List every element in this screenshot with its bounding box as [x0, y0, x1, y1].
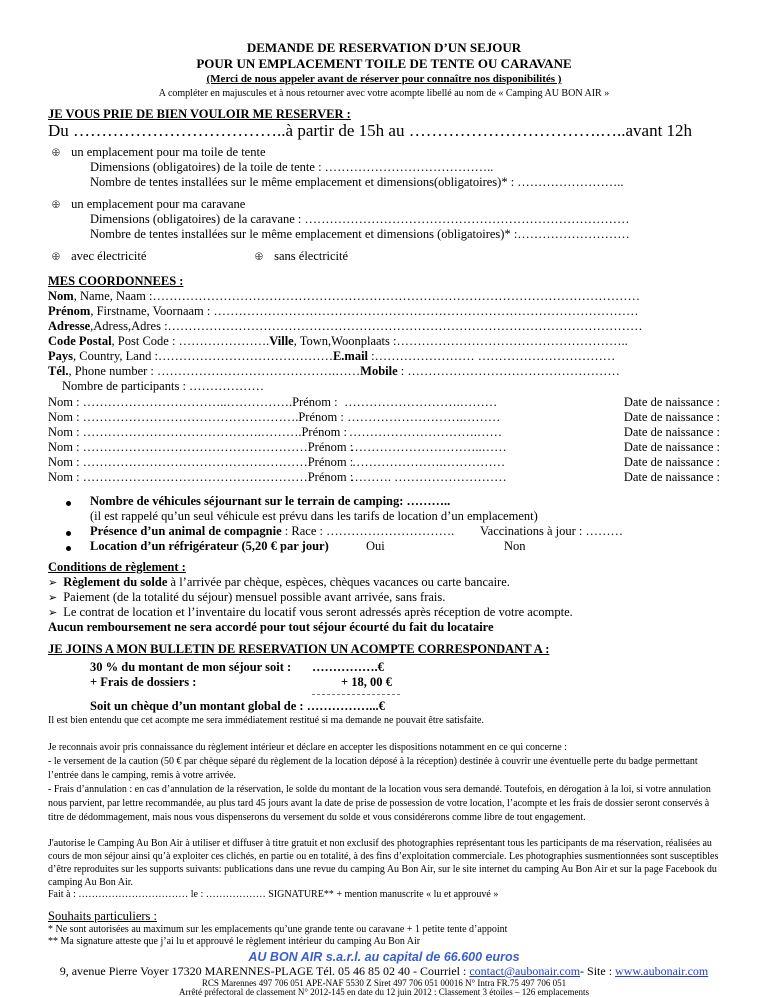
firstname-field[interactable]: [48, 304, 639, 319]
phone-mobile-field[interactable]: [48, 364, 620, 379]
payment-heading: Conditions de règlement :: [48, 560, 186, 574]
mobile-dots: : ……………………………………………: [397, 364, 620, 378]
sum-divider: [312, 694, 400, 696]
total-cheque-field[interactable]: Soit un chèque d’un montant global de : ……………...€: [90, 699, 385, 713]
participant-name-field: Nom : ………………………………………………Prénom :: [48, 440, 354, 454]
arrete-footer: Arrêté préfectoral de classement N° 2012-145 en date du 12 juin 2012 : Classement 3 étoiles – 126 emplacements: [179, 987, 589, 997]
bullet-icon: [66, 501, 71, 506]
participant-name-field: Nom : …………………………………….……….Prénom :: [48, 425, 347, 439]
payment-item-1-text: à l’arrivée par chèque, espèces, chèques vacances ou carte bancaire.: [167, 575, 510, 589]
reservation-heading: JE VOUS PRIE DE BIEN VOULOIR ME RESERVER :: [48, 107, 351, 121]
phone-label: Tél.: [48, 364, 69, 378]
pet-field[interactable]: [90, 524, 454, 539]
participant-row[interactable]: [48, 455, 720, 470]
legal-photo-consent: J'autorise le Camping Au Bon Air à utiliser et diffuser à titre gratuit et non exclusif des photographies représentant tous les participants de ma réservation, réalisées au cours de mon séjour ainsi qu’à exploiter ces clichés, en partie ou en totalité, à des fins d’exploitation commerciale. Les photographies susmentionnées sont susceptibles d’être reproduites sur les supports suivants: publications dans une revue du camping Au Bon Air, sur le site internet du camping Au Bon Air et sur la page Facebook du camping Au Bon Air.: [48, 838, 719, 888]
with-electricity-option[interactable]: [52, 249, 146, 264]
form-title-line2: POUR UN EMPLACEMENT TOILE DE TENTE OU CARAVANE: [196, 56, 572, 71]
participants-count-field[interactable]: Nombre de participants : ………………: [62, 379, 265, 393]
payment-item-1: [48, 575, 510, 590]
company-footer: AU BON AIR s.a.r.l. au capital de 66.600 euros: [248, 950, 520, 964]
name-dots: , Name, Naam :………………………………………………………………………………………………………: [73, 289, 640, 303]
vehicles-field[interactable]: Nombre de véhicules séjournant sur le terrain de camping: ………..: [90, 494, 451, 508]
pet-race: : Race : ………………………….: [281, 524, 455, 538]
participant-birthdate-label: Date de naissance :: [623, 410, 720, 424]
address-text: 9, avenue Pierre Voyer 17320 MARENNES-PLAGE Tél. 05 46 85 02 40 - Courriel :: [59, 964, 470, 978]
city-label: Ville: [269, 334, 294, 348]
caravan-option-label: un emplacement pour ma caravane: [71, 197, 246, 211]
vehicles-note: (il est rappelé qu’un seul véhicule est prévu dans les tarifs de location d’un emplacement): [90, 509, 538, 523]
payment-item-2-text: Paiement (de la totalité du séjour) mensuel possible avant arrivée, sans frais.: [63, 590, 446, 604]
participant-firstname-dots: ………………………….……: [348, 425, 502, 439]
participant-row[interactable]: [48, 395, 720, 410]
checkbox-icon[interactable]: 🕀: [255, 252, 263, 263]
checkbox-icon[interactable]: 🕀: [52, 148, 60, 159]
arrow-bullet-icon: ➢: [48, 576, 58, 589]
participant-row[interactable]: [48, 425, 720, 440]
name-field[interactable]: [48, 289, 640, 304]
website-link[interactable]: www.aubonair.com: [615, 964, 709, 978]
note-signature: ** Ma signature atteste que j’ai lu et approuvé le règlement intérieur du camping Au Bon Air: [48, 936, 421, 947]
participant-birthdate-label: Date de naissance :: [623, 470, 720, 484]
file-fees-value: + 18, 00 €: [341, 675, 392, 689]
fridge-label: Location d’un réfrigérateur (5,20 € par jour): [90, 539, 329, 553]
address-label: Adresse: [48, 319, 91, 333]
name-label: Nom: [48, 289, 74, 303]
city-dots: , Town,Woonplaats :………………………………………………..: [293, 334, 628, 348]
participant-firstname-dots: …………………………..……: [350, 440, 507, 454]
postal-dots: , Post Code : ………………….: [111, 334, 270, 348]
tent-dimensions-field[interactable]: Dimensions (obligatoires) de la toile de tente : …………………………………..: [90, 160, 494, 174]
checkbox-icon[interactable]: 🕀: [52, 252, 60, 263]
deposit-heading: JE JOINS A MON BULLETIN DE RESERVATION UN ACOMPTE CORRESPONDANT A :: [48, 642, 550, 656]
participant-name-field: Nom : ………………………………………………Prénom :: [48, 470, 354, 484]
fridge-no-option[interactable]: Non: [504, 539, 526, 553]
dates-line[interactable]: Du ………………………………..à partir de 15h au …………………………….…..avant 12h: [48, 121, 693, 140]
legal-deposit-badge: - le versement de la caution (50 € par chèque séparé du règlement de la location déposé à la réception) destinée à couvrir une éventuelle perte du badge permettant l’entrée dans le camping, remis à votre arrivée.: [48, 756, 698, 781]
participant-row[interactable]: [48, 470, 720, 485]
address-field[interactable]: [48, 319, 643, 334]
payment-item-3-text: Le contrat de location et l’inventaire du locatif vous seront adressés après réception de votre acompte.: [63, 605, 573, 619]
form-instruction: A compléter en majuscules et à nous retourner avec votre acompte libellé au nom de « Camping AU BON AIR »: [158, 88, 610, 99]
wishes-heading: Souhaits particuliers :: [48, 909, 158, 923]
caravan-dimensions-field[interactable]: Dimensions (obligatoires) de la caravane : ……………………………………………………………………: [90, 212, 630, 226]
legal-cancellation: - Frais d’annulation : en cas d’annulation de la réservation, le solde du montant de la location vous sera demandé. Toutefois, en dérogation à la loi, si votre annulation nous parvient, par lettre recommandée, au plus tard 45 jours avant la date de prise de possession de votre location, l’acompte et les frais de dossier seront conservés à titre de dédommagement, mais nous vous dispenserons du versement du solde et vous considérerons comme libre de tout engagement.: [48, 784, 711, 823]
participant-row[interactable]: [48, 410, 720, 425]
without-electricity-label: sans électricité: [274, 249, 349, 263]
payment-item-2: [48, 590, 445, 605]
participant-firstname-dots: ………………….……………: [351, 455, 506, 469]
without-electricity-option[interactable]: [255, 249, 348, 264]
participant-birthdate-label: Date de naissance :: [623, 425, 720, 439]
email-label: E.mail: [332, 349, 369, 363]
postal-city-field[interactable]: [48, 334, 628, 349]
phone-dots: , Phone number : …………………………………….……: [68, 364, 361, 378]
participant-birthdate-label: Date de naissance :: [623, 455, 720, 469]
payment-item-3: [48, 605, 573, 620]
participant-firstname-dots: ………. ………………………: [350, 470, 507, 484]
participant-name-field: Nom : …………………………………………….Prénom :: [48, 410, 344, 424]
with-electricity-label: avec électricité: [71, 249, 147, 263]
pet-label: Présence d’un animal de compagnie: [90, 524, 282, 538]
country-email-field[interactable]: [48, 349, 615, 364]
pet-vaccines-field[interactable]: Vaccinations à jour : ………: [480, 524, 624, 538]
participant-firstname-dots: ……………………….………: [344, 395, 498, 409]
bullet-icon: [66, 546, 71, 551]
no-refund-notice: Aucun remboursement ne sera accordé pour tout séjour écourté du fait du locataire: [48, 620, 494, 634]
site-label: - Site :: [580, 964, 616, 978]
participant-firstname-dots: ……………………….………: [347, 410, 501, 424]
caravan-option[interactable]: [52, 197, 245, 212]
country-dots: , Country, Land :……………………………………: [73, 349, 333, 363]
participant-birthdate-label: Date de naissance :: [623, 395, 720, 409]
arrow-bullet-icon: ➢: [48, 591, 58, 604]
note-tent-limit: * Ne sont autorisées au maximum sur les emplacements qu’une grande tente ou caravane + 1 petite tente d’appoint: [48, 924, 508, 935]
coordinates-heading: MES COORDONNEES :: [48, 274, 184, 288]
rcs-footer: RCS Marennes 497 706 051 APE-NAF 5530 Z Siret 497 706 051 00016 N° Intra FR.75 497 706 051: [201, 978, 567, 988]
tent-option[interactable]: [52, 145, 266, 160]
firstname-label: Prénom: [48, 304, 91, 318]
bullet-icon: [66, 531, 71, 536]
email-dots: :…………………… ……………………………: [368, 349, 616, 363]
caravan-count-field[interactable]: Nombre de tentes installées sur le même emplacement et dimensions (obligatoires)* :………………………: [90, 227, 630, 241]
postal-label: Code Postal: [48, 334, 112, 348]
participant-name-field: Nom : ……………………………..…………….Prénom :: [48, 395, 338, 409]
participant-name-field: Nom : ………………………………………………Prénom :: [48, 455, 354, 469]
participant-row[interactable]: [48, 440, 720, 455]
form-title-line1: DEMANDE DE RESERVATION D’UN SEJOUR: [246, 40, 522, 55]
signature-line[interactable]: Fait à : …………………………… le : ……………… SIGNATURE** + mention manuscrite « lu et approuvé »: [48, 889, 499, 900]
deposit-percent-label: 30 % du montant de mon séjour soit :: [90, 660, 292, 674]
mobile-label: Mobile: [360, 364, 398, 378]
arrow-bullet-icon: ➢: [48, 606, 58, 619]
legal-intro: Je reconnais avoir pris connaissance du règlement intérieur et déclare en accepter les dispositions notamment en ce qui concerne :: [48, 742, 567, 753]
email-link[interactable]: contact@aubonair.com: [469, 964, 581, 978]
deposit-note: Il est bien entendu que cet acompte me sera immédiatement restitué si ma demande ne pouvait être satisfaite.: [48, 715, 484, 726]
form-subtitle: (Merci de nous appeler avant de réserver pour connaître nos disponibilités ): [206, 73, 562, 85]
firstname-dots: , Firstname, Voornaam : …………………………………………………………………………………………: [90, 304, 639, 318]
address-dots: ,Adress,Adres :……………………………………………………………………………………………………: [90, 319, 643, 333]
tent-count-field[interactable]: Nombre de tentes installées sur le même emplacement et dimensions(obligatoires)* : ……………………..: [90, 175, 624, 189]
contact-footer: [0, 964, 768, 979]
fridge-yes-option[interactable]: Oui: [366, 539, 385, 553]
deposit-percent-value[interactable]: …………….€: [312, 660, 384, 674]
tent-option-label: un emplacement pour ma toile de tente: [71, 145, 266, 159]
participant-birthdate-label: Date de naissance :: [623, 440, 720, 454]
payment-item-1-bold: Règlement du solde: [63, 575, 168, 589]
country-label: Pays: [48, 349, 73, 363]
file-fees-label: + Frais de dossiers :: [90, 675, 197, 689]
checkbox-icon[interactable]: 🕀: [52, 200, 60, 211]
